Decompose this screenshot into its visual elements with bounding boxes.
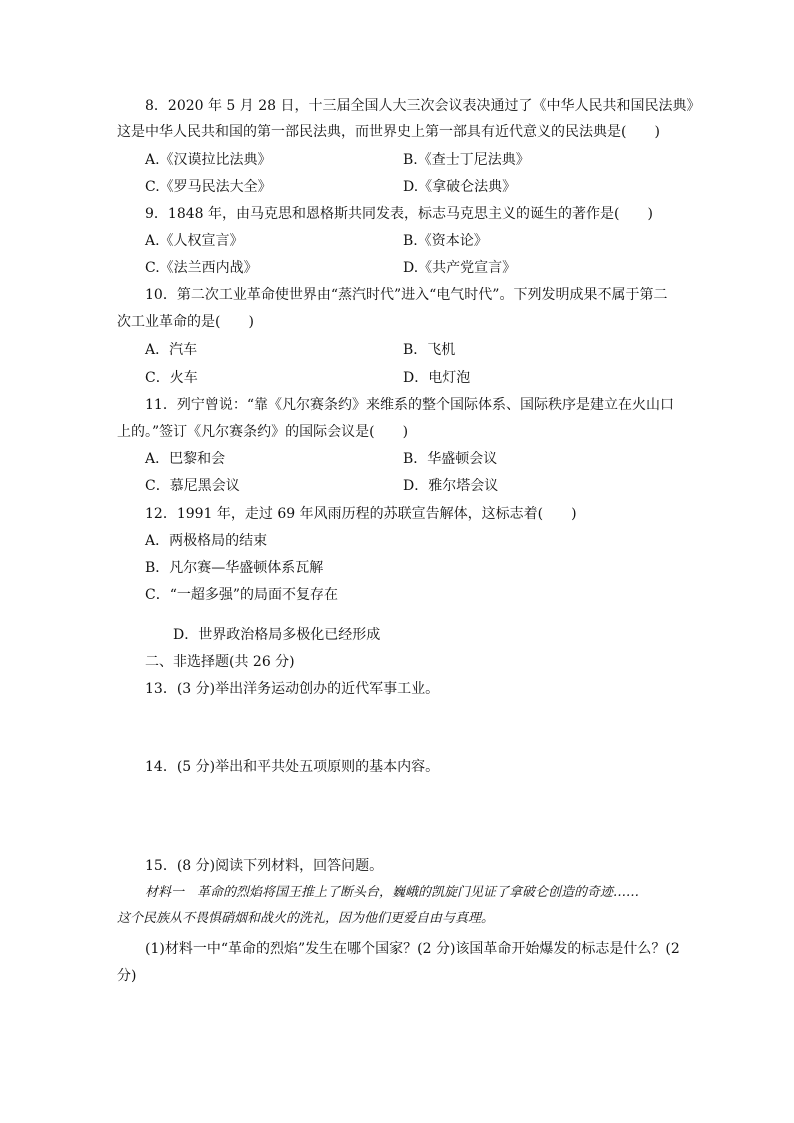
- q9-option-d: D.《共产党宣言》: [403, 260, 517, 276]
- q15-sub1-line2: 分): [117, 968, 137, 984]
- q15-sub1-line1: (1)材料一中“革命的烈焰”发生在哪个国家？(2 分)该国革命开始爆发的标志是什么？(2: [145, 941, 680, 957]
- q12-stem-line1: 12．1991 年，走过 69 年风雨历程的苏联宣告解体，这标志着( ): [145, 506, 577, 522]
- q8-option-a: A.《汉谟拉比法典》: [145, 152, 272, 168]
- q15-stem: 15．(8 分)阅读下列材料，回答问题。: [145, 858, 384, 874]
- q8-option-b: B.《查士丁尼法典》: [403, 152, 530, 168]
- q11-stem-line1: 11．列宁曾说：“靠《凡尔赛条约》来维系的整个国际体系、国际秩序是建立在火山口: [145, 397, 674, 413]
- q10-option-c: C．火车: [145, 370, 198, 386]
- q12-option-c: C．“一超多强”的局面不复存在: [145, 587, 339, 603]
- q8-stem-line2: 这是中华人民共和国的第一部民法典，而世界史上第一部具有近代意义的民法典是( ): [117, 124, 660, 140]
- q15-material-1-line2: 这个民族从不畏惧硝烟和战火的洗礼，因为他们更爱自由与真理。: [117, 911, 495, 926]
- q9-option-a: A.《人权宣言》: [145, 233, 244, 249]
- q10-option-d: D．电灯泡: [403, 370, 471, 386]
- q12-option-b: B．凡尔赛—华盛顿体系瓦解: [145, 560, 324, 576]
- q11-option-d: D．雅尔塔会议: [403, 478, 499, 494]
- q12-option-d: D．世界政治格局多极化已经形成: [173, 627, 381, 643]
- q11-stem-line2: 上的。”签订《凡尔赛条约》的国际会议是( ): [117, 424, 409, 440]
- q9-stem-line1: 9．1848 年，由马克思和恩格斯共同发表，标志马克思主义的诞生的著作是( ): [145, 206, 653, 222]
- q10-stem-line1: 10．第二次工业革命使世界由“蒸汽时代”进入“电气时代”。下列发明成果不属于第二: [145, 287, 668, 303]
- q11-option-c: C．慕尼黑会议: [145, 478, 240, 494]
- q11-option-b: B．华盛顿会议: [403, 451, 498, 467]
- q13-stem: 13．(3 分)举出洋务运动创办的近代军事工业。: [145, 681, 440, 697]
- q10-stem-line2: 次工业革命的是( ): [117, 314, 254, 330]
- q14-stem: 14．(5 分)举出和平共处五项原则的基本内容。: [145, 759, 440, 775]
- q9-option-c: C.《法兰西内战》: [145, 260, 258, 276]
- q12-option-a: A．两极格局的结束: [145, 533, 268, 549]
- q10-option-a: A．汽车: [145, 342, 198, 358]
- q10-option-b: B．飞机: [403, 342, 456, 358]
- q11-option-a: A．巴黎和会: [145, 451, 226, 467]
- q8-option-c: C.《罗马民法大全》: [145, 179, 272, 195]
- q15-material-1-line1: 材料一 革命的烈焰将国王推上了断头台，巍峨的凯旋门见证了拿破仑创造的奇迹……: [145, 885, 640, 900]
- q8-stem-line1: 8．2020 年 5 月 28 日，十三届全国人大三次会议表决通过了《中华人民共和国民法典》: [145, 98, 701, 114]
- section-heading-non-choice: 二、非选择题(共 26 分): [145, 654, 295, 670]
- q9-option-b: B.《资本论》: [403, 233, 488, 249]
- q8-option-d: D.《拿破仑法典》: [403, 179, 517, 195]
